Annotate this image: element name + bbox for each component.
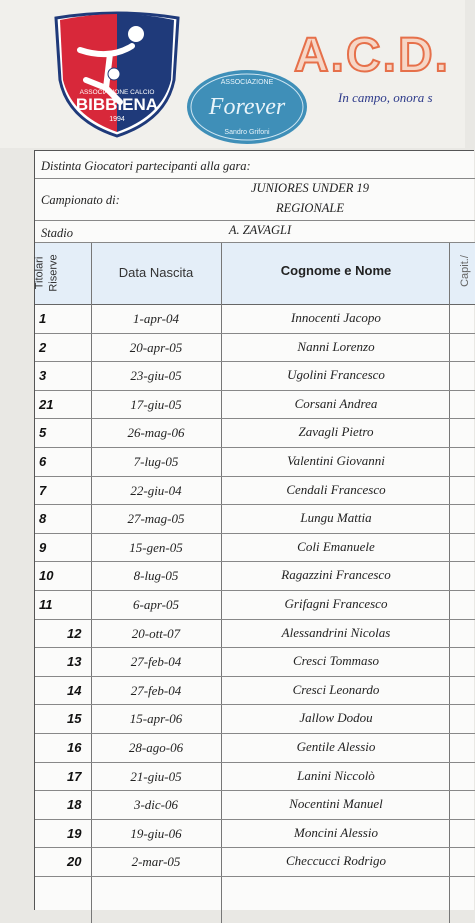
club-title: A.C.D. — [294, 29, 450, 82]
header-capitano — [447, 251, 475, 291]
player-birthdate: 2-mar-05 — [131, 854, 181, 870]
table-row — [35, 334, 475, 363]
stadio-value: A. ZAVAGLI — [228, 223, 292, 237]
logo-year: 1994 — [109, 116, 125, 123]
table-row — [35, 562, 475, 591]
table-row — [35, 534, 475, 563]
table-row — [35, 677, 475, 706]
table-row — [35, 505, 475, 534]
header-data-nascita: Data Nascita — [118, 265, 194, 280]
player-name: Alessandrini Nicolas — [281, 624, 391, 640]
player-birthdate: 22-giu-04 — [130, 482, 182, 498]
player-number: 18 — [67, 797, 82, 813]
player-number: 1 — [39, 311, 47, 326]
player-birthdate: 15-apr-06 — [129, 711, 183, 727]
player-number: 10 — [39, 568, 54, 584]
partner-top-text: ASSOCIAZIONE — [220, 79, 274, 86]
distinta-label: Distinta Giocatori partecipanti alla gara: — [41, 159, 251, 173]
player-birthdate: 20-apr-05 — [129, 339, 183, 355]
header-cognome-nome: Cognome e Nome — [280, 263, 392, 278]
player-number: 3 — [39, 368, 47, 384]
page-header — [0, 0, 465, 148]
player-birthdate: 27-feb-04 — [130, 654, 182, 670]
player-number: 12 — [67, 625, 82, 641]
player-name: Nanni Lorenzo — [297, 338, 375, 354]
player-rows — [35, 305, 475, 877]
stadio-label: Stadio — [41, 226, 73, 240]
player-birthdate: 19-giu-06 — [130, 825, 182, 841]
player-birthdate: 23-giu-05 — [130, 368, 182, 384]
table-row — [35, 791, 475, 820]
player-name: Ragazzini Francesco — [281, 567, 391, 583]
player-name: Ugolini Francesco — [287, 367, 385, 383]
table-row — [35, 648, 475, 677]
player-name: Nocentini Manuel — [289, 796, 383, 812]
distinta-row — [35, 151, 475, 179]
player-number: 13 — [67, 654, 82, 670]
player-name: Cresci Tommaso — [292, 653, 380, 669]
table-row — [35, 620, 475, 649]
player-number: 2 — [39, 339, 47, 355]
player-number: 8 — [39, 511, 47, 527]
table-row — [35, 848, 475, 877]
campionato-value-line2: REGIONALE — [275, 201, 345, 215]
table-row — [35, 705, 475, 734]
player-name: Zavagli Pietro — [298, 424, 374, 440]
player-number: 6 — [39, 453, 47, 469]
campionato-value-line1: JUNIORES UNDER 19 — [250, 181, 370, 195]
player-number: 9 — [39, 539, 47, 555]
player-birthdate: 15-gen-05 — [129, 539, 183, 555]
campionato-label: Campionato di: — [41, 193, 120, 207]
player-number: 5 — [39, 425, 47, 441]
campionato-row — [35, 179, 475, 221]
player-birthdate: 28-ago-06 — [128, 739, 184, 755]
club-motto: In campo, onora s — [338, 90, 433, 105]
table-row — [35, 419, 475, 448]
partner-logo — [186, 68, 308, 146]
player-name: Moncini Alessio — [294, 824, 378, 840]
player-birthdate: 3-dic-06 — [133, 797, 179, 813]
header-riserve: Riserve — [47, 254, 60, 292]
logo-name: BIBBIENA — [75, 95, 159, 114]
header-titolari-riserve — [33, 247, 87, 301]
player-birthdate: 20-ott-07 — [131, 625, 181, 641]
table-header — [35, 243, 475, 305]
club-logo — [50, 10, 184, 138]
logo-subtext: ASSOCIAZIONE CALCIO — [79, 89, 155, 96]
player-number: 19 — [67, 825, 82, 841]
player-number: 11 — [39, 596, 53, 612]
table-row — [35, 763, 475, 792]
player-name: Innocenti Jacopo — [291, 310, 381, 325]
table-row — [35, 362, 475, 391]
player-number: 21 — [39, 396, 54, 412]
player-name: Corsani Andrea — [294, 395, 378, 411]
player-number: 15 — [67, 711, 82, 727]
player-number: 14 — [67, 682, 82, 698]
player-number: 17 — [67, 768, 82, 784]
player-name: Checcucci Rodrigo — [286, 853, 386, 869]
player-birthdate: 27-feb-04 — [130, 682, 182, 698]
player-name: Cresci Leonardo — [292, 681, 380, 697]
player-number: 7 — [39, 482, 47, 498]
table-row — [35, 734, 475, 763]
table-row — [35, 391, 475, 420]
table-row — [35, 305, 475, 334]
player-birthdate: 17-giu-05 — [130, 396, 182, 412]
player-name: Cendali Francesco — [286, 481, 386, 497]
player-name: Coli Emanuele — [297, 538, 375, 554]
player-birthdate: 1-apr-04 — [133, 311, 179, 326]
partner-name: Forever — [208, 94, 286, 120]
player-number: 16 — [67, 739, 82, 755]
player-birthdate: 7-lug-05 — [133, 453, 179, 469]
player-name: Lanini Niccolò — [297, 767, 375, 783]
player-name: Gentile Alessio — [296, 738, 376, 754]
partner-bottom-text: Sandro Grifoni — [224, 129, 270, 136]
player-name: Valentini Giovanni — [287, 452, 385, 468]
player-birthdate: 27-mag-05 — [127, 511, 185, 527]
player-list-sheet — [34, 150, 474, 910]
table-row — [35, 448, 475, 477]
table-row — [35, 820, 475, 849]
table-row — [35, 591, 475, 620]
header-titolari: Titolari — [33, 256, 46, 290]
stadio-row — [35, 221, 475, 243]
player-name: Grifagni Francesco — [284, 595, 388, 611]
player-birthdate: 8-lug-05 — [133, 568, 179, 584]
player-name: Jallow Dodou — [299, 710, 373, 726]
player-birthdate: 26-mag-06 — [127, 425, 185, 441]
player-birthdate: 21-giu-05 — [130, 768, 182, 784]
header-capitano-label: Capit./ — [458, 255, 471, 287]
player-birthdate: 6-apr-05 — [133, 596, 179, 612]
player-name: Lungu Mattia — [300, 510, 372, 526]
player-number: 20 — [67, 854, 82, 870]
table-row — [35, 477, 475, 506]
